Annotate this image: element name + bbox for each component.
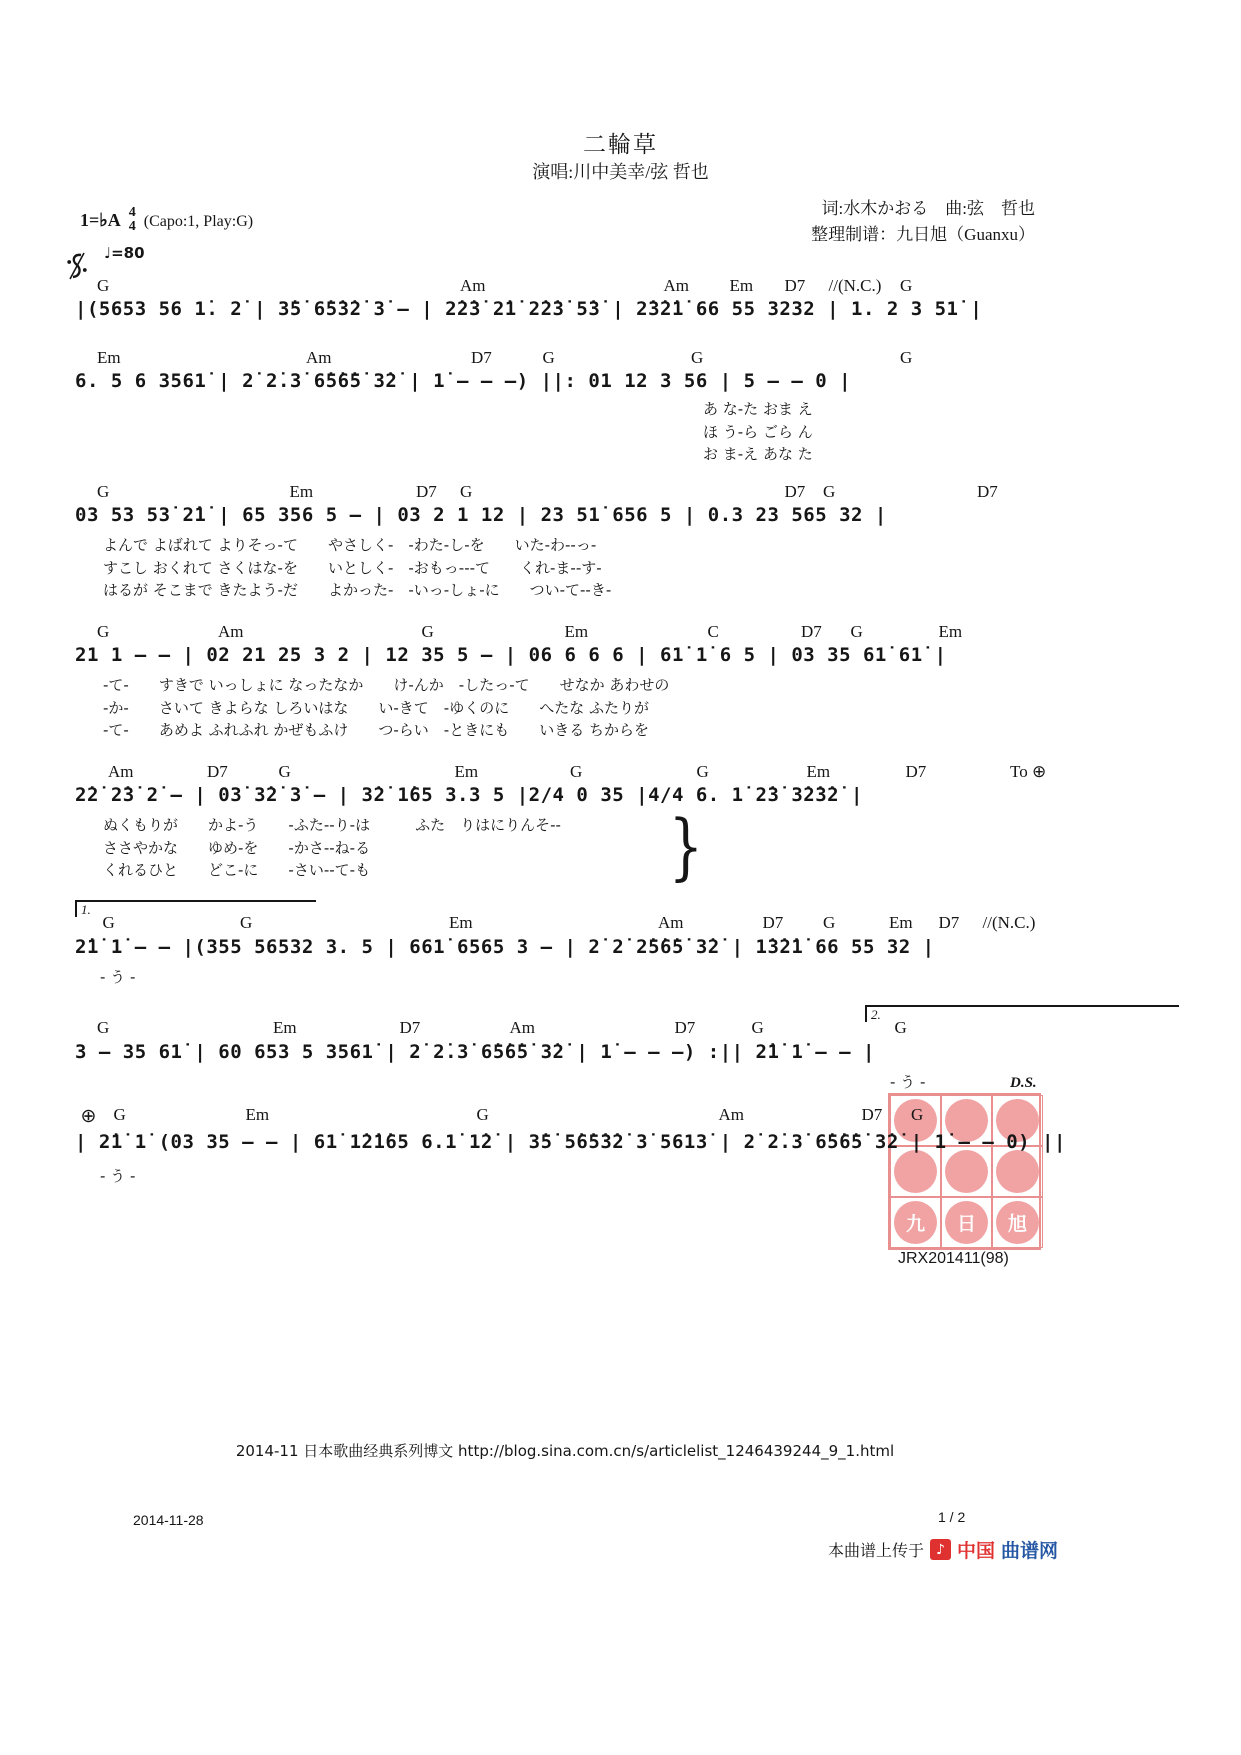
system-5 [75,762,1175,892]
chord-label: G [421,622,434,641]
chord-label: D7 [416,482,437,501]
chord-label: G [570,762,583,781]
lyrics-row: お ま-え あな た [703,445,813,463]
chord-label: G [97,622,110,641]
ending-label: 2. [871,1007,881,1022]
key-time-line [80,206,253,238]
chord-label: Am [718,1105,744,1124]
chord-label: D7 [762,913,784,932]
score-title: 二輪草 [583,132,658,157]
chord-label: D7 [784,276,806,295]
chord-row [75,1105,1175,1125]
chord-row [75,622,1175,642]
chord-label: G [97,276,110,295]
chord-label: D7 [905,762,927,781]
chord-label: G [696,762,709,781]
chord-label: Em [245,1105,270,1124]
watermark-char: 日 [945,1201,988,1244]
chord-label: Am [460,276,486,295]
notes-line: 2̇2̇ 2̇3̇ 2̇ – | 03̇ 3̇2̇ 3̇ – | 3̇2̇ 1̇65 3.3 5 |2/4 0 35 |4/4 6. 1̇ 2̇3̇ 3̇2̇3̇2̇ | [75,784,863,806]
chord-row [75,913,1175,933]
notes-line: 21 1 – – | 02 21 25 3 2 | 12 35 5 – | 06 6 6 6 | 61̇ 1̇ 6 5 | 03 35 61̇ 61̇ | [75,644,947,666]
chord-label: G [97,482,110,501]
chord-label: D7 [861,1105,883,1124]
watermark-code: JRX201411(98) [898,1250,1009,1267]
system-8 [75,1105,1175,1215]
chord-label: G [900,348,913,367]
chord-label: C [707,622,719,641]
lyrics-block [103,534,611,602]
chord-label: Am [663,276,689,295]
chord-label: G [823,482,836,501]
chord-label: D7 [674,1018,696,1037]
chord-label: G [113,1105,126,1124]
chord-label: D7 [801,622,822,641]
chord-label: G [850,622,863,641]
chord-row [75,762,1175,782]
chord-label: Em [97,348,121,367]
chord-label: Em [454,762,479,781]
notes-line: 2̇1̇ 1̇ – – |(355 56532 3. 5 | 661̇ 6565 3 – | 2̇ 2̇ 2̇5̇6̇5̇ 3̇2̇ | 1̇3̇2̇1̇ 66 55 32 | [75,936,935,958]
lyrics-row: -か- さいて きよらな しろいはな い-きて -ゆくのに へたな ふたりが [103,698,649,717]
chord-label: G [542,348,555,367]
footer-date: 2014-11-28 [133,1512,204,1528]
lyrics-row: すこし おくれて さくはな-を いとしく- -おもっ---て くれ-ま--す- [103,558,602,577]
lyrics-row: ぬくもりが かよ-う -ふた--り-は ふた りはにりんそ-- [103,816,561,834]
chord-label: G [751,1018,764,1037]
notes-line: |(5653 56 1̇. 2̇ | 3̇5̇ 6̇5̇3̇2̇ 3̇ – | 2̇2̇3̇ 2̇1̇ 2̇2̇3̇ 5̇3̇ | 2̇3̇2̇1̇ 66 55 3232 | 1. 2 3 51̇ | [75,298,983,320]
lyrics-block [100,966,135,989]
chord-label: G [691,348,704,367]
lyrics-block [103,804,704,888]
chord-label: D7 [207,762,228,781]
chord-row [75,348,1175,368]
time-signature [129,206,136,234]
chord-label: Em [806,762,831,781]
ds-marking: D.S. [1010,1075,1037,1091]
tempo-marking: ♩=80 [104,244,145,262]
chord-label: G [102,913,115,932]
credits-arranger: 整理制谱：九日旭（Guanxu） [811,225,1035,245]
chord-label: Em [729,276,754,295]
time-bottom: 4 [128,219,136,234]
chord-label: Am [306,348,332,367]
lyrics-row: - う - [100,1167,136,1185]
lyrics-row: よんで よばれて よりそっ-て やさしく- -わた-し-を いた-わ--っ- [103,536,597,554]
chord-label: G [278,762,291,781]
site-name-rest: 曲谱网 [1001,1540,1059,1562]
chord-label: G [894,1018,907,1037]
lyrics-row: - う - [890,1073,926,1091]
chord-row [75,482,1175,502]
system-7 [75,1005,1175,1105]
capo-note: (Capo:1, Play:G) [143,212,254,230]
chord-label: D7 [471,348,492,367]
chord-row [75,1018,1175,1038]
chord-label: Em [289,482,314,501]
chord-label: G [823,913,836,932]
chord-label: //(N.C.) [982,913,1036,932]
lyric-brace: } [668,804,704,888]
chord-label: D7 [784,482,806,501]
chord-label: Em [889,913,913,932]
lyrics-row: あ な-た おま え [703,400,813,418]
notes-line: 3 – 35 61̇ | 60 653 5 3561̇ | 2̇ 2̇.3̇ 6̇5̇6̇5̇ 3̇2̇ | 1̇ – – –) :|| 2̇1̇ 1̇ – – | [75,1041,875,1063]
watermark-char: 九 [894,1201,937,1244]
chord-label: G [900,276,913,295]
chord-label: Em [273,1018,297,1037]
lyrics-row: ほ う-ら ごら ん [703,422,813,441]
system-3 [75,482,1175,607]
credits-block [811,196,1035,249]
lyrics-row: はるが そこまで きたよう-だ よかった- -いっ-しょ-に つい-て--き- [103,581,612,599]
lyrics-row: くれるひと どこ-に -さい--て-も [103,861,371,879]
notes-line: | 2̇1̇ 1̇ (03 35 – – | 61̇ 1̇2̇1̇65 6.1̇ 1̇2̇ | 3̇5̇ 5̇6̇5̇3̇2̇ 3̇ 5613̇ | 2̇ 2̇.3̇ 6̇5̇6̇5̇ 3̇2̇ | 1̇ – – 0) || [75,1131,1066,1153]
time-top: 4 [128,205,136,220]
chord-label: //(N.C.) [828,276,882,295]
ending-label: 1. [81,902,91,917]
lyrics-block [703,398,813,466]
chord-label: Am [509,1018,535,1037]
chord-label: G [240,913,253,932]
chord-label: G [97,1018,110,1037]
chord-label: Am [108,762,134,781]
to-coda-marking: To ⊕ [1010,762,1047,781]
chord-label: D7 [938,913,960,932]
system-1 [75,276,1175,336]
lyrics-row: ささやかな ゆめ-を -かさ--ね-る [103,838,371,857]
notes-line: 03 53 53̇ 2̇1̇ | 65 356 5 – | 03 2 1 12 | 23 51̇ 656 5 | 0.3 23 565 32 | [75,504,887,526]
system-2 [75,348,1175,473]
chord-row [75,276,1175,296]
blog-source-line: 2014-11 日本歌曲经典系列博文 http://blog.sina.com.cn/s/articlelist_1246439244_9_1.html [235,1442,895,1460]
site-logo-icon: ♪ [930,1539,951,1560]
coda-icon: ⊕ [80,1106,97,1127]
chord-label: Em [449,913,473,932]
key-signature: 1=♭A [80,209,121,230]
watermark-char: 旭 [996,1201,1039,1244]
chord-label: Em [938,622,963,641]
performer-line: 演唱:川中美幸/弦 哲也 [532,162,709,182]
lyrics-block [890,1071,925,1094]
chord-label: G [460,482,473,501]
credits-lyricist-composer: 词:水木かおる 曲:弦 哲也 [821,199,1035,218]
lyrics-block [100,1165,135,1188]
lyrics-row: - う - [100,968,136,986]
page-number: 1 / 2 [938,1509,966,1525]
lyrics-block [103,674,669,742]
upload-note: 本曲谱上传于 [828,1541,925,1560]
system-4 [75,622,1175,747]
chord-label: D7 [977,482,998,501]
lyrics-row: -て- すきで いっしょに なったなか け-んか -したっ-て せなか あわせの [103,676,670,694]
system-6 [75,900,1175,1000]
chord-label: Em [564,622,589,641]
upload-note-line [828,1536,1058,1563]
chord-label: Am [218,622,244,641]
chord-label: G [476,1105,489,1124]
lyrics-row: -て- あめよ ふれふれ かぜもふけ つ-らい -ときにも いきる ちからを [103,721,649,739]
chord-label: Am [658,913,684,932]
chord-label: G [911,1105,924,1124]
notes-line: 6. 5 6 3561̇ | 2̇ 2̇.3̇ 6̇5̇6̇5̇ 3̇2̇ | 1̇ – – –) ||: 01 12 3 56 | 5 – – 0 | [75,370,852,392]
site-name-cn: 中国 [957,1540,996,1562]
chord-label: D7 [399,1018,421,1037]
